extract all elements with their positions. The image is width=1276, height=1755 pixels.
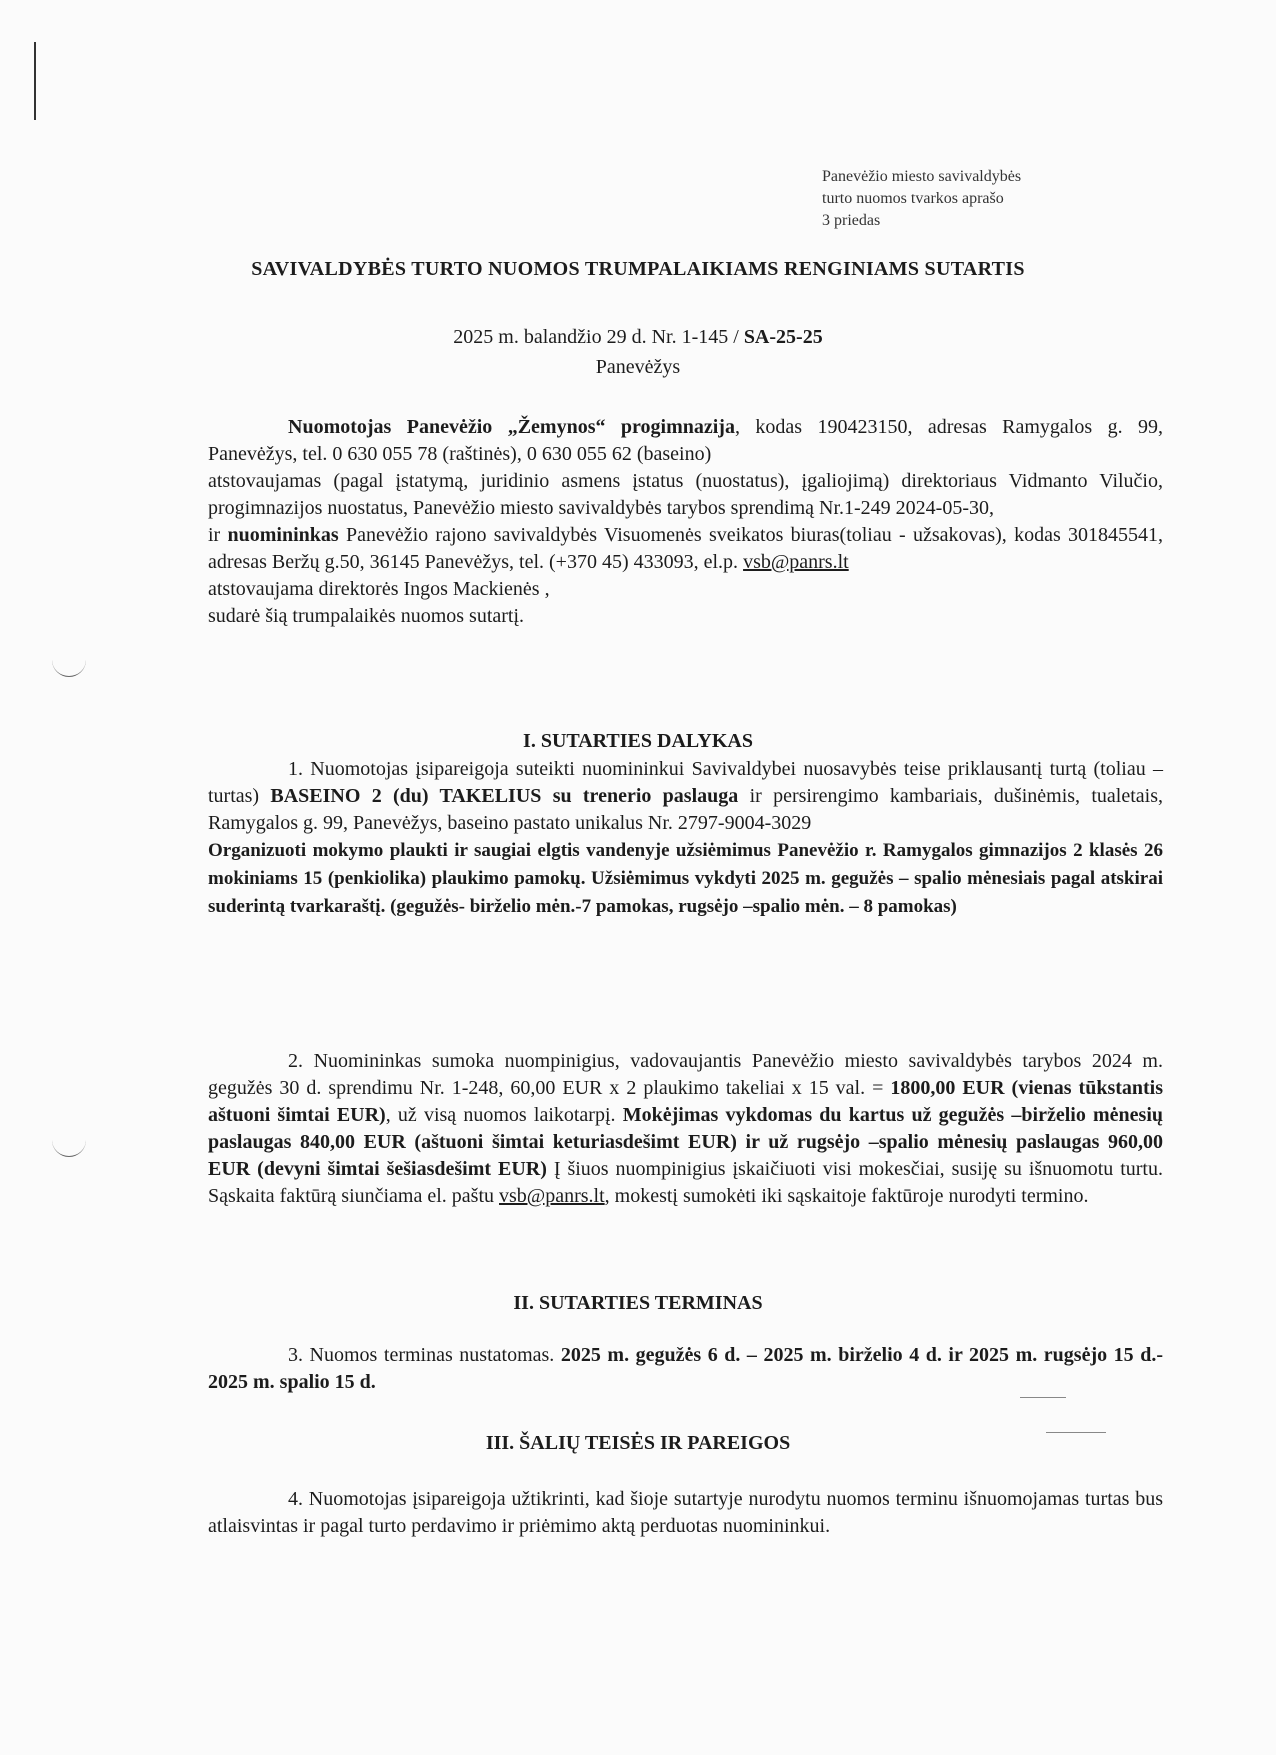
concluded-statement: sudarė šią trumpalaikės nuomos sutartį. [208,605,525,627]
section-3-heading: III. ŠALIŲ TEISĖS IR PAREIGOS [485,1432,791,1454]
clause-1-object: BASEINO 2 (du) TAKELIUS su trenerio paslauga [270,785,739,807]
clause-4: 4. Nuomotojas įsipareigoja užtikrinti, kad šioje sutartyje nurodytu nuomos terminu išnuomojamas turtas bus atlaisvintas ir pagal turto perdavimo ir priėmimo aktą perduotas nuomininkui. [208,1488,1163,1537]
clause-2-mid: , už visą nuomos laikotarpį. [385,1104,616,1126]
scan-dash-mark [1020,1397,1066,1398]
contract-city: Panevėžys [595,356,681,378]
lessee-prefix: ir [208,524,221,546]
clause-2-end: Į šiuos nuompinigius įskaičiuoti visi mokesčiai, susiję su išnuomotu turtu. Sąskaita faktūrą siunčiama el. paštu [208,1158,1163,1207]
contract-number: SA-25-25 [743,326,823,348]
clause-2-block [208,1048,1163,1210]
section-2-heading: II. SUTARTIES TERMINAS [513,1292,763,1314]
clause-3-term: 2025 m. gegužės 6 d. – 2025 m. birželio 4 d. ir 2025 m. rugsėjo 15 d.- 2025 m. spalio 15 d. [208,1344,1164,1393]
annex-line-2: turto nuomos tvarkos aprašo [822,190,1004,207]
section-2-body [208,1342,1163,1396]
section-3-body [208,1486,1163,1540]
clause-2-payment: Mokėjimas vykdomas du kartus už gegužės –birželio mėnesių paslaugas 840,00 EUR (aštuoni šimtai keturiasdešimt EUR) ir už rugsėjo –spalio mėnesių paslaugas 960,00 EUR (devyni šimtai šešiasdešimt EUR) [208,1104,1164,1180]
parties-block [208,414,1163,630]
scan-hole-punch-mark [52,660,86,677]
invoice-email-link[interactable]: vsb@panrs.lt [499,1185,605,1207]
lessee-email-link[interactable]: vsb@panrs.lt [743,551,849,573]
clause-1-start: 1. Nuomotojas įsipareigoja suteikti nuomininkui Savivaldybei nuosavybės teise priklausantį turtą (toliau – turtas) [208,758,1163,807]
lessor-details: , kodas 190423150, adresas Ramygalos g. 99, Panevėžys, tel. 0 630 055 78 (raštinės), 0 630 055 62 (baseino) [208,416,1163,465]
section-1-body [208,756,1163,921]
clause-2-tail: , mokestį sumokėti iki sąskaitoje faktūroje nurodyti termino. [604,1185,1089,1207]
lessor-representation: atstovaujamas (pagal įstatymą, juridinio asmens įstatus (nuostatus), įgaliojimą) direktoriaus Vidmanto Vilučio, progimnazijos nuostatus, Panevėžio miesto savivaldybės tarybos sprendimą Nr.1-249 2024-05-30, [208,470,1163,519]
annex-reference [822,166,1021,232]
clause-1-end: ir persirengimo kambariais, dušinėmis, tualetais, Ramygalos g. 99, Panevėžys, baseino pastato unikalus Nr. 2797-9004-3029 [208,785,1163,834]
clause-2-start: 2. Nuomininkas sumoka nuompinigius, vadovaujantis Panevėžio miesto savivaldybės tarybos 2024 m. gegužės 30 d. sprendimu Nr. 1-248, 60,00 EUR x 2 plaukimo takeliai x 15 val. = [208,1050,1163,1099]
contract-date-line [0,326,1276,349]
scan-margin-mark [34,42,36,120]
lessor-label: Nuomotojas Panevėžio „Žemynos“ progimnazija [288,416,735,438]
lessee-representation: atstovaujama direktorės Ingos Mackienės , [208,578,550,600]
annex-line-3: 3 priedas [822,212,881,229]
document-title: SAVIVALDYBĖS TURTO NUOMOS TRUMPALAIKIAMS RENGINIAMS SUTARTIS [251,258,1025,280]
clause-3-start: 3. Nuomos terminas nustatomas. [288,1344,555,1366]
clause-2-total: 1800,00 EUR (vienas tūkstantis aštuoni šimtai EUR) [208,1077,1164,1126]
lessee-details: Panevėžio rajono savivaldybės Visuomenės sveikatos biuras(toliau - užsakovas), kodas 301845541, adresas Beržų g.50, 36145 Panevėžys, tel. (+370 45) 433093, el.p. [208,524,1164,573]
contract-date: 2025 m. balandžio 29 d. Nr. 1-145 / [453,326,739,348]
lessee-label: nuomininkas [227,524,339,546]
annex-line-1: Panevėžio miesto savivaldybės [822,168,1022,185]
section-1-heading: I. SUTARTIES DALYKAS [523,730,753,752]
clause-1-activity: Organizuoti mokymo plaukti ir saugiai elgtis vandenyje užsiėmimus Panevėžio r. Ramygalos gimnazijos 2 klasės 26 mokiniams 15 (penkiolika) plaukimo pamokų. Užsiėmimus vykdyti 2025 m. gegužės – spalio mėnesiais pagal atskirai suderintą tvarkaraštį. (gegužės- birželio mėn.-7 pamokas, rugsėjo –spalio mėn. – 8 pamokas) [208,840,1163,917]
scan-hole-punch-mark [52,1140,86,1157]
